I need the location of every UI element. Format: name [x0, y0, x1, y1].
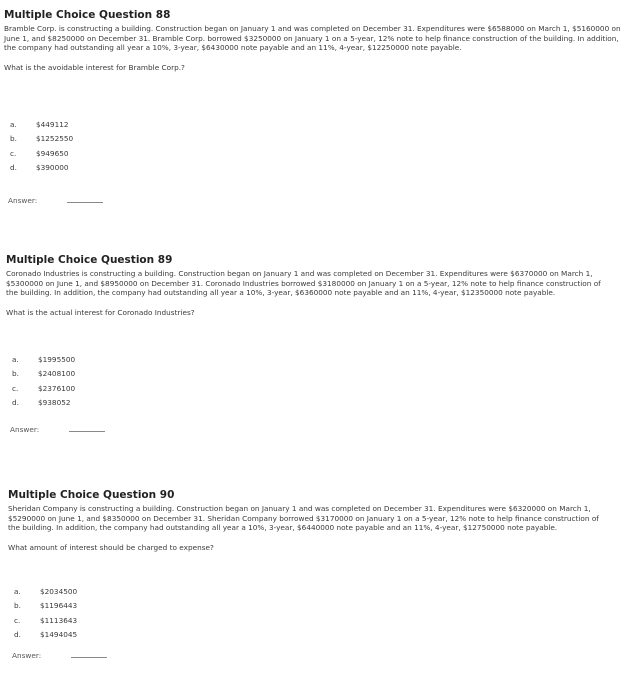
option-d[interactable]: [12, 396, 75, 411]
option-value: $1196443: [40, 601, 78, 611]
option-letter: c.: [12, 383, 19, 393]
question-prompt: What amount of interest should be charged to expense?: [8, 542, 214, 552]
option-value: $449112: [36, 119, 69, 129]
question-prompt: What is the avoidable interest for Bramble Corp.?: [4, 62, 185, 72]
option-c[interactable]: [10, 146, 73, 161]
answer-blank[interactable]: [67, 201, 103, 203]
answer-blank[interactable]: [69, 430, 105, 432]
answer-label: Answer:: [10, 425, 40, 434]
question-title: Multiple Choice Question 89: [6, 254, 173, 266]
option-c[interactable]: [14, 613, 77, 628]
option-letter: d.: [10, 163, 17, 173]
options-list: [10, 117, 73, 175]
answer-label: Answer:: [12, 651, 42, 660]
option-value: $1995500: [38, 354, 76, 364]
option-value: $1494045: [40, 630, 78, 640]
answer-row: [8, 196, 103, 205]
question-prompt: What is the actual interest for Coronado Industries?: [6, 307, 195, 317]
options-list: [14, 584, 77, 642]
option-letter: b.: [10, 134, 17, 144]
option-b[interactable]: [12, 367, 75, 382]
option-letter: a.: [12, 354, 19, 364]
question-89: [6, 254, 604, 434]
option-a[interactable]: [10, 117, 73, 132]
question-body: Sheridan Company is constructing a building. Construction began on January 1 and was completed on December 31. Expenditures were $6320000 on March 1, $5290000 on June 1, and $8350000 on December 31. Sheridan Company borrowed $3170000 on January 1 on a 5-year, 12% note to help finance construction of the building. In addition, the company had outstanding all year a 10%, 3-year, $6440000 note payable and an 11%, 4-year, $12750000 note payable.: [8, 504, 599, 532]
option-letter: c.: [10, 148, 17, 158]
option-c[interactable]: [12, 381, 75, 396]
option-value: $2376100: [38, 383, 76, 393]
option-value: $949650: [36, 148, 69, 158]
option-value: $390000: [36, 163, 69, 173]
option-value: $938052: [38, 398, 71, 408]
option-letter: a.: [14, 586, 21, 596]
option-letter: b.: [12, 369, 19, 379]
option-letter: d.: [12, 398, 19, 408]
option-d[interactable]: [14, 628, 77, 643]
question-body: Coronado Industries is constructing a building. Construction began on January 1 and was completed on December 31. Expenditures were $6370000 on March 1, $5300000 on June 1, and $8950000 on December 31. Coronado Industries borrowed $3180000 on January 1 on a 5-year, 12% note to help finance construction of the building. In addition, the company had outstanding all year a 10%, 3-year, $6360000 note payable and an 11%, 4-year, $12350000 note payable.: [6, 269, 601, 297]
option-letter: c.: [14, 615, 21, 625]
option-letter: d.: [14, 630, 21, 640]
answer-row: [10, 425, 105, 434]
option-value: $2034500: [40, 586, 78, 596]
answer-blank[interactable]: [71, 656, 107, 658]
question-90: [8, 489, 612, 660]
option-a[interactable]: [14, 584, 77, 599]
question-title: Multiple Choice Question 90: [8, 489, 175, 501]
option-value: $2408100: [38, 369, 76, 379]
question-body: Bramble Corp. is constructing a building. Construction began on January 1 and was completed on December 31. Expenditures were $6588000 on March 1, $5160000 on June 1, and $8250000 on December 31. Bramble Corp. borrowed $3250000 on January 1 on a 5-year, 12% note to help finance construction of the building. In addition, the company had outstanding all year a 10%, 3-year, $6430000 note payable and an 11%, 4-year, $12250000 note payable.: [4, 24, 621, 52]
option-value: $1252550: [36, 134, 74, 144]
option-value: $1113643: [40, 615, 78, 625]
option-letter: a.: [10, 119, 17, 129]
question-88: [4, 9, 630, 205]
options-list: [12, 352, 75, 410]
option-d[interactable]: [10, 161, 73, 176]
option-a[interactable]: [12, 352, 75, 367]
option-b[interactable]: [10, 132, 73, 147]
option-letter: b.: [14, 601, 21, 611]
answer-label: Answer:: [8, 196, 38, 205]
option-b[interactable]: [14, 599, 77, 614]
question-title: Multiple Choice Question 88: [4, 9, 171, 21]
answer-row: [12, 651, 107, 660]
